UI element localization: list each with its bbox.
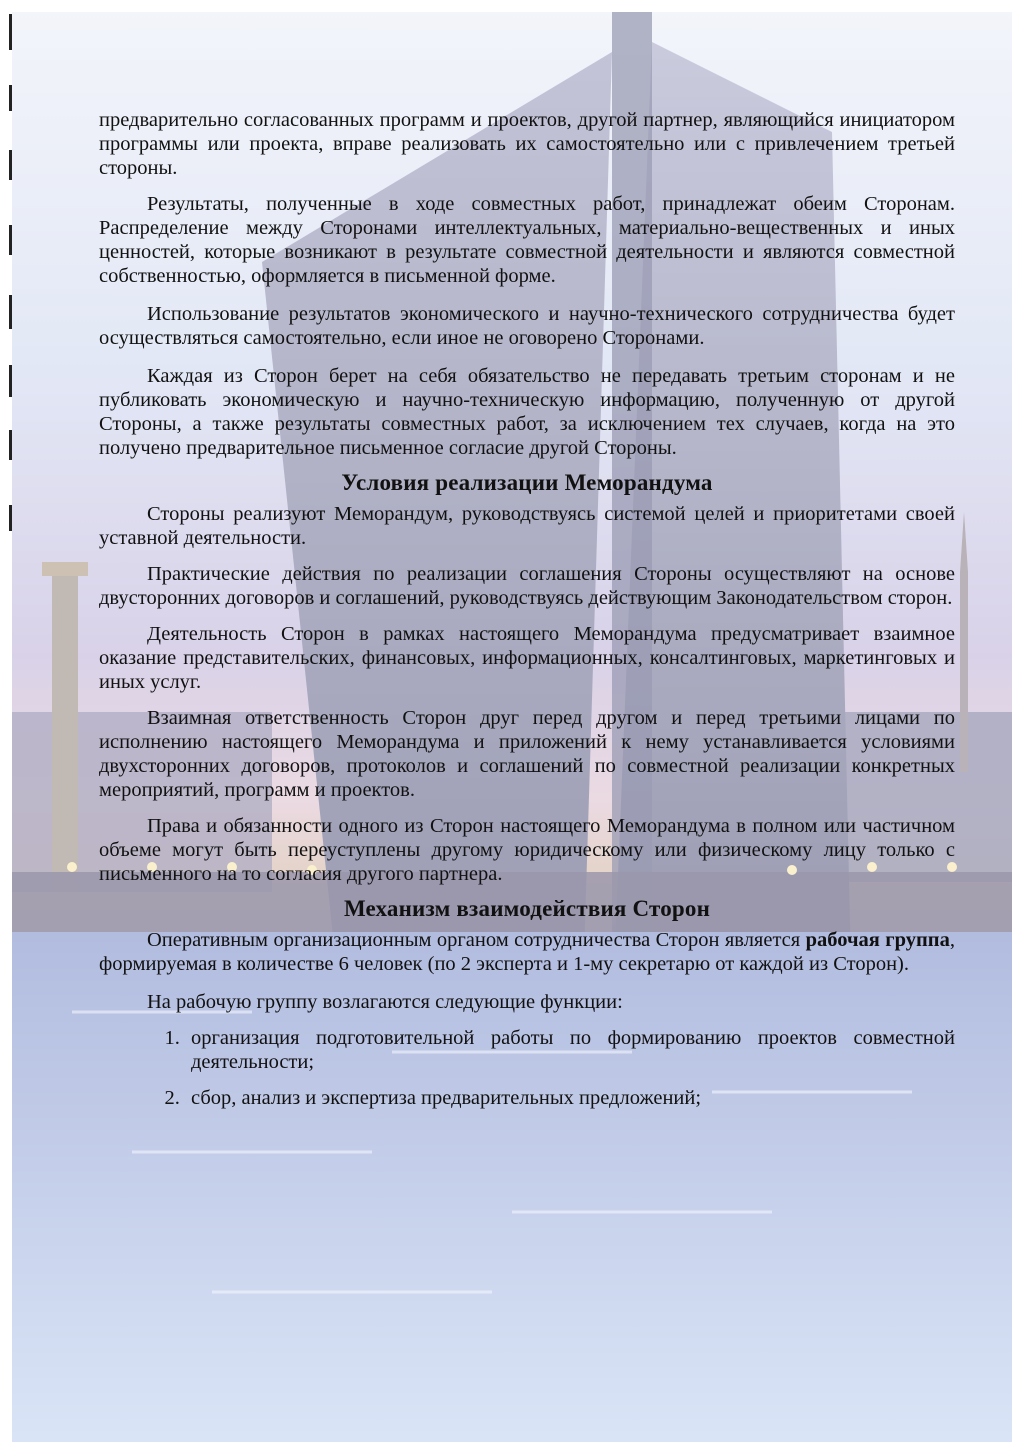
functions-list [99, 1026, 955, 1110]
list-item: 2. сбор, анализ и экспертиза предварительных предложений; [185, 1086, 955, 1110]
paragraph-functions-intro: На рабочую группу возлагаются следующие функции: [147, 991, 623, 1013]
paragraph-usage: Использование результатов экономического и научно-технического сотрудничества будет осуществляться самостоятельно, если иное не оговорено Сторонами. [99, 303, 955, 349]
scan-mark [9, 85, 12, 111]
list-item: 1. организация подготовительной работы по формированию проектов совместной деятельности; [185, 1026, 955, 1074]
paragraph-confidentiality: Каждая из Сторон берет на себя обязательство не передавать третьим сторонам и не публиковать экономическую и научно-техническую информацию, полученную от другой Стороны, а также результаты совместных работ, за исключением тех случаев, когда на это получено предварительное письменное согласие другой Стороны. [99, 365, 955, 459]
scan-mark [9, 14, 12, 50]
bold-term-working-group: рабочая группа [805, 929, 950, 951]
document-body [99, 108, 955, 1122]
paragraph-condition-3: Деятельность Сторон в рамках настоящего Меморандума предусматривает взаимное оказание представительских, финансовых, информационных, консалтинговых, маркетинговых и иных услуг. [99, 623, 955, 693]
section-heading-conditions: Условия реализации Меморандума [341, 470, 713, 495]
text-span: Оперативным организационным органом сотрудничества Сторон является [147, 929, 806, 951]
paragraph-condition-1: Стороны реализуют Меморандум, руководствуясь системой целей и приоритетами своей уставной деятельности. [99, 503, 955, 549]
paragraph-condition-4: Взаимная ответственность Сторон друг перед другом и перед третьими лицами по исполнению настоящего Меморандума и приложений к нему устанавливается условиями двухсторонних договоров, протоколов и соглашений по совместной реализации конкретных мероприятий, программ и проектов. [99, 707, 955, 801]
scan-mark [9, 150, 12, 180]
scan-mark [9, 365, 12, 397]
scan-mark [9, 295, 12, 329]
text-span: , формируемая в количестве 6 человек (по 2 эксперта и 1-му секретарю от каждой из Сторон). [99, 929, 955, 975]
paragraph-working-group [99, 928, 955, 976]
section-heading-mechanism: Механизм взаимодействия Сторон [343, 896, 711, 921]
paragraph-condition-2: Практические действия по реализации соглашения Стороны осуществляют на основе двусторонних договоров и соглашений, руководствуясь действующим Законодательством сторон. [99, 563, 955, 609]
paragraph-condition-5: Права и обязанности одного из Сторон настоящего Меморандума в полном или частичном объеме могут быть переуступлены другому юридическому или физическому лицу только с письменного на то согласия другого партнера. [99, 815, 955, 885]
scan-mark [9, 430, 12, 460]
scan-mark [9, 225, 12, 255]
scan-mark [9, 505, 12, 531]
paragraph-continuation: предварительно согласованных программ и проектов, другой партнер, являющийся инициатором программы или проекта, вправе реализовать их самостоятельно или с привлечением третьей стороны. [99, 109, 955, 179]
paragraph-results: Результаты, полученные в ходе совместных работ, принадлежат обеим Сторонам. Распределение между Сторонами интеллектуальных, материально-вещественных и иных ценностей, которые возникают в результате совместной деятельности и являются совместной собственностью, оформляется в письменной форме. [99, 193, 955, 287]
